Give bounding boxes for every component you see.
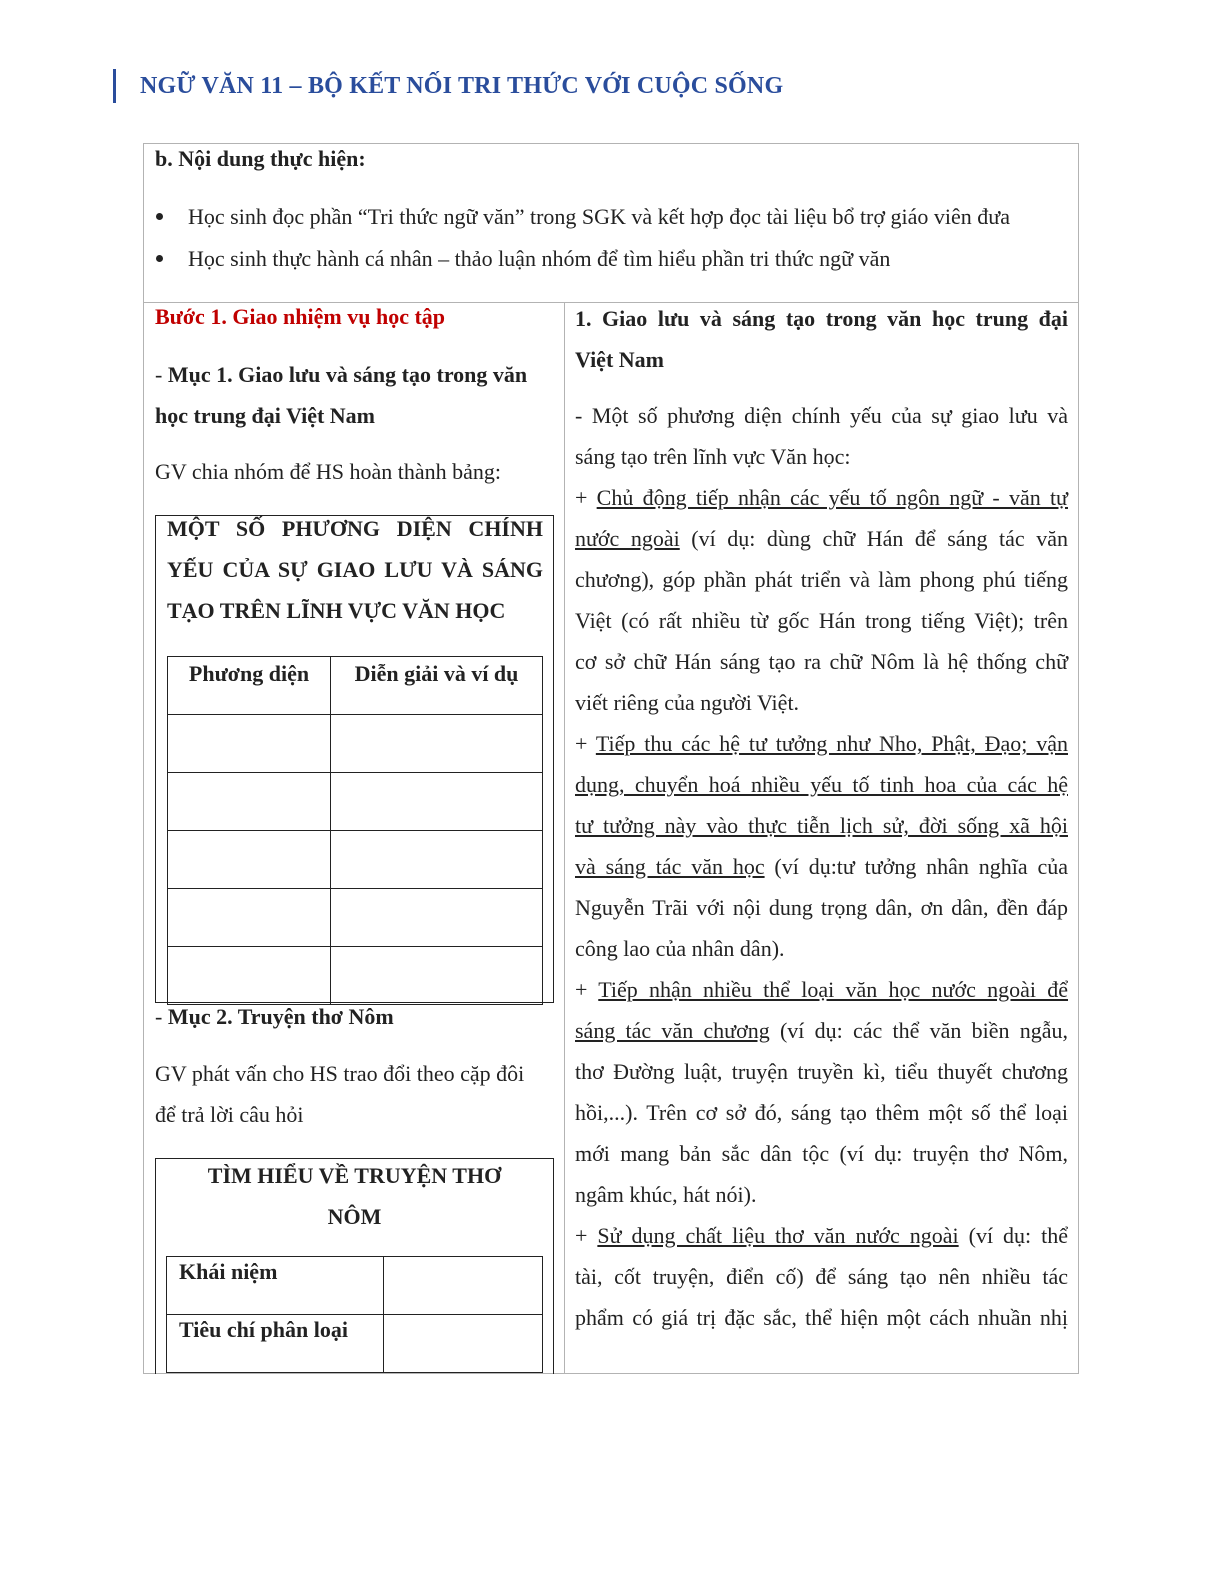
lesson-table — [143, 143, 1079, 1374]
gv-instruction-2 — [155, 1053, 560, 1135]
body-line: phẩm có giá trị đặc sắc, thể hiện một cách nhuần nhị — [575, 1305, 1068, 1330]
body-line: cơ sở chữ Hán sáng tạo ra chữ Nôm là hệ thống chữ — [575, 649, 1068, 674]
body-line — [575, 723, 1068, 764]
table-cell[interactable] — [331, 947, 543, 1005]
body-line: mới mang bản sắc dân tộc (ví dụ: truyện thơ Nôm, — [575, 1141, 1068, 1166]
plus-prefix: + — [575, 731, 596, 756]
table-cell[interactable] — [168, 947, 331, 1005]
body-line: chương), góp phần phát triển và làm phong phú tiếng — [575, 567, 1068, 592]
worksheet-title-line: MỘT SỐ PHƯƠNG DIỆN CHÍNH — [167, 516, 543, 541]
table-cell[interactable] — [384, 1315, 543, 1373]
aspects-worksheet — [155, 515, 554, 1003]
column-header-explanation: Diễn giải và ví dụ — [331, 657, 543, 715]
table-cell[interactable] — [168, 773, 331, 831]
underlined-text: và sáng tác văn học — [575, 854, 765, 879]
table-row — [168, 773, 543, 831]
heading-line: Việt Nam — [575, 347, 664, 372]
underlined-text: nước ngoài — [575, 526, 680, 551]
gv-instruction-1: GV chia nhóm để HS hoàn thành bảng: — [155, 459, 502, 484]
nom-verse-worksheet — [155, 1158, 554, 1374]
right-heading — [575, 298, 1068, 380]
content-section — [144, 144, 1078, 303]
right-column — [565, 302, 1078, 1374]
bullet-text: Học sinh thực hành cá nhân – thảo luận nhóm để tìm hiểu phần tri thức ngữ văn — [188, 246, 891, 271]
body-line: tài, cốt truyện, điển cố) để sáng tạo nên nhiều tác — [575, 1264, 1068, 1289]
body-text: (ví dụ: thể — [958, 1223, 1068, 1248]
underlined-text: Sử dụng chất liệu thơ văn nước ngoài — [597, 1223, 959, 1248]
body-line — [575, 969, 1068, 1010]
step-title: Bước 1. Giao nhiệm vụ học tập — [155, 304, 446, 329]
table-cell[interactable] — [331, 773, 543, 831]
underlined-text: Chủ động tiếp nhận các yếu tố ngôn ngữ - văn tự — [596, 485, 1068, 510]
muc2-heading — [155, 1004, 394, 1030]
row-label-concept: Khái niệm — [167, 1257, 384, 1315]
plus-prefix: + — [575, 977, 599, 1002]
table-cell[interactable] — [168, 715, 331, 773]
body-line: hồi,...). Trên cơ sở đó, sáng tạo thêm một số thể loại — [575, 1100, 1068, 1125]
body-line: tư tưởng này vào thực tiễn lịch sử, đời sống xã hội — [575, 813, 1068, 838]
muc1-prefix: - — [155, 362, 168, 387]
gv-instruction-line: để trả lời câu hỏi — [155, 1102, 304, 1127]
body-line — [575, 846, 1068, 887]
muc1-line: Mục 1. Giao lưu và sáng tạo trong văn — [167, 362, 528, 387]
body-line: dụng, chuyển hoá nhiều yếu tố tinh hoa của các hệ — [575, 772, 1068, 797]
body-line — [575, 1215, 1068, 1256]
aspects-table — [167, 656, 543, 1005]
table-cell[interactable] — [331, 715, 543, 773]
body-text: (ví dụ:tư tưởng nhân nghĩa của — [764, 854, 1068, 879]
header-title: NGỮ VĂN 11 – BỘ KẾT NỐI TRI THỨC VỚI CUỘC SỐNG — [140, 72, 784, 99]
body-line: thơ Đường luật, truyện truyền kì, tiểu thuyết chương — [575, 1059, 1068, 1084]
body-line: viết riêng của người Việt. — [575, 690, 800, 715]
plus-prefix: + — [575, 1223, 598, 1248]
bullet-text: Học sinh đọc phần “Tri thức ngữ văn” trong SGK và kết hợp đọc tài liệu bổ trợ giáo viên đưa — [188, 204, 1010, 229]
muc1-heading — [155, 354, 560, 436]
table-row — [168, 715, 543, 773]
table-cell[interactable] — [168, 831, 331, 889]
body-line: công lao của nhân dân). — [575, 936, 785, 961]
table-row — [167, 1315, 543, 1373]
column-header-aspect: Phương diện — [168, 657, 331, 715]
worksheet-title-line: YẾU CỦA SỰ GIAO LƯU VÀ SÁNG — [167, 557, 543, 582]
body-line — [575, 518, 1068, 559]
header-accent-bar — [113, 69, 116, 103]
worksheet-title-line: TẠO TRÊN LĨNH VỰC VĂN HỌC — [167, 598, 506, 623]
muc1-line: học trung đại Việt Nam — [155, 403, 375, 428]
muc2-title: Mục 2. Truyện thơ Nôm — [167, 1004, 394, 1029]
body-line: Nguyễn Trãi với nội dung trọng dân, ơn dân, đền đáp — [575, 895, 1068, 920]
table-row — [168, 889, 543, 947]
heading-line: 1. Giao lưu và sáng tạo trong văn học trung đại — [575, 306, 1068, 331]
body-text: (ví dụ: dùng chữ Hán để sáng tác văn — [679, 526, 1069, 551]
left-column — [144, 302, 565, 1374]
table-cell[interactable] — [168, 889, 331, 947]
nom-verse-worksheet-title — [156, 1155, 553, 1237]
aspects-worksheet-title — [167, 508, 543, 631]
right-body — [575, 395, 1068, 1338]
body-line: Việt (có rất nhiều từ gốc Hán trong tiếng Việt); trên — [575, 608, 1068, 633]
body-text: (ví dụ: các thể văn biền ngẫu, — [769, 1018, 1068, 1043]
bullet-icon — [156, 255, 163, 262]
underlined-text: Tiếp thu các hệ tư tưởng như Nho, Phật, Đạo; vận — [595, 731, 1068, 756]
worksheet-title-line: NÔM — [327, 1204, 382, 1229]
table-row — [168, 831, 543, 889]
bullet-item — [155, 246, 890, 272]
table-row — [168, 947, 543, 1005]
gv-instruction-line: GV phát vấn cho HS trao đổi theo cặp đôi — [155, 1061, 525, 1086]
underlined-text: sáng tác văn chương — [575, 1018, 770, 1043]
body-line: - Một số phương diện chính yếu của sự giao lưu và — [575, 403, 1068, 428]
body-line — [575, 477, 1068, 518]
table-cell[interactable] — [331, 831, 543, 889]
body-line: sáng tạo trên lĩnh vực Văn học: — [575, 444, 851, 469]
content-title: b. Nội dung thực hiện: — [155, 146, 366, 171]
underlined-text: Tiếp nhận nhiều thể loại văn học nước ngoài để — [598, 977, 1069, 1002]
worksheet-title-line: TÌM HIỂU VỀ TRUYỆN THƠ — [207, 1163, 502, 1188]
page-header — [113, 66, 783, 106]
table-cell[interactable] — [384, 1257, 543, 1315]
bullet-icon — [156, 213, 163, 220]
row-label-classification: Tiêu chí phân loại — [167, 1315, 384, 1373]
table-row — [167, 1257, 543, 1315]
bullet-item — [155, 204, 1010, 230]
body-line — [575, 1010, 1068, 1051]
table-cell[interactable] — [331, 889, 543, 947]
muc2-prefix: - — [155, 1004, 168, 1029]
plus-prefix: + — [575, 485, 597, 510]
nom-verse-table — [166, 1256, 543, 1373]
body-line: ngâm khúc, hát nói). — [575, 1182, 757, 1207]
